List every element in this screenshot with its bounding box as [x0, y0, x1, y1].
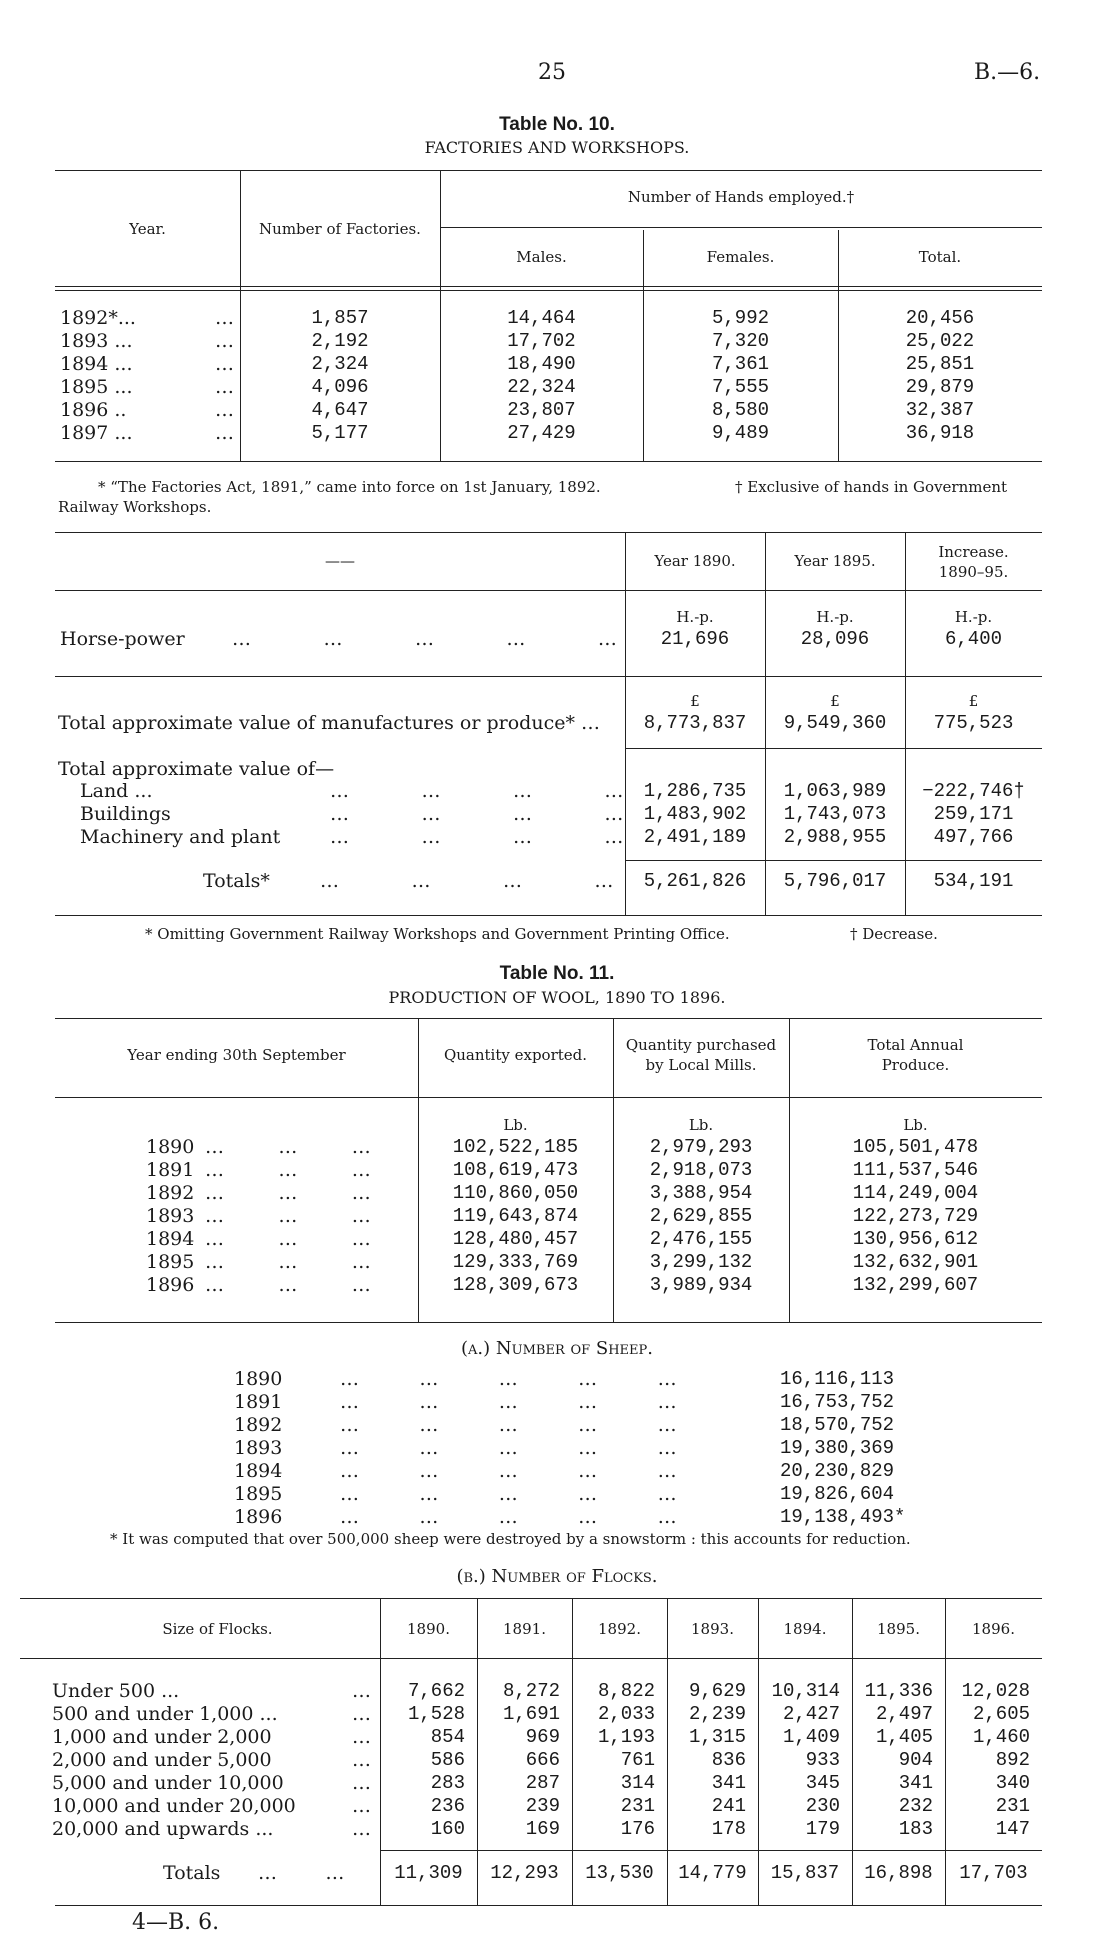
flocks-value: 2,497 — [875, 1703, 933, 1725]
table10-header-factories: Number of Factories. — [259, 220, 421, 238]
wool-purchased: 2,979,293 — [649, 1136, 753, 1158]
flocks-leader: … — [352, 1749, 371, 1771]
table10-males: 17,702 — [507, 330, 576, 352]
table10-year: 1892*... — [60, 307, 136, 329]
wool-year: 1892 — [146, 1182, 195, 1204]
flocks-header-year: 1896. — [972, 1620, 1015, 1638]
wool-total: 114,249,004 — [852, 1182, 979, 1204]
table10-leader: … — [215, 330, 234, 352]
wool-total: 132,299,607 — [852, 1274, 979, 1296]
manufactures-1890: 8,773,837 — [643, 712, 747, 734]
flocks-value: 8,822 — [597, 1680, 655, 1702]
flocks-totals-label: Totals — [163, 1862, 221, 1884]
flocks-value: 236 — [430, 1795, 465, 1817]
table11-unit-purchased: Lb. — [688, 1116, 714, 1134]
wool-year: 1894 — [146, 1228, 195, 1250]
flocks-value: 176 — [620, 1818, 655, 1840]
flocks-size-label: 500 and under 1,000 ... — [52, 1703, 278, 1725]
flocks-value: 231 — [620, 1795, 655, 1817]
sheep-footnote: * It was computed that over 500,000 sheep were destroyed by a snowstorm : this accounts for reduction. — [110, 1530, 911, 1548]
flocks-value: 239 — [525, 1795, 560, 1817]
flocks-header-year: 1891. — [503, 1620, 546, 1638]
table11-header-exported: Quantity exported. — [443, 1046, 588, 1064]
table11-title: Table No. 11. — [499, 963, 615, 984]
sheep-value: 18,570,752 — [780, 1414, 895, 1436]
table10-total: 25,851 — [905, 353, 975, 375]
flocks-value: 1,409 — [782, 1726, 840, 1748]
totals-1890: 5,261,826 — [643, 870, 747, 892]
wool-leader: … … … — [205, 1274, 371, 1296]
horsepower-unit-1895: H.-p. — [816, 608, 854, 626]
table10-males: 23,807 — [507, 399, 576, 421]
table10-factories: 4,647 — [311, 399, 369, 421]
table10-header-total: Total. — [918, 248, 962, 266]
sheep-year: 1893 — [234, 1437, 283, 1459]
table10b-footnote2: † Decrease. — [850, 925, 938, 943]
totals-label: Totals* — [203, 870, 270, 892]
table10-title: Table No. 10. — [499, 114, 615, 135]
wool-year: 1893 — [146, 1205, 195, 1227]
wool-purchased: 3,989,934 — [649, 1274, 753, 1296]
table11-header-year: Year ending 30th September — [127, 1046, 346, 1064]
flocks-value: 761 — [620, 1749, 655, 1771]
table10-males: 27,429 — [507, 422, 576, 444]
sheep-value: 16,116,113 — [780, 1368, 895, 1390]
flocks-size-label: 5,000 and under 10,000 — [52, 1772, 284, 1794]
table11-subtitle: PRODUCTION OF WOOL, 1890 TO 1896. — [388, 988, 726, 1007]
flocks-value: 2,427 — [782, 1703, 840, 1725]
flocks-total: 17,703 — [959, 1862, 1028, 1884]
flocks-value: 1,405 — [875, 1726, 933, 1748]
wool-exported: 102,522,185 — [452, 1136, 579, 1158]
table11-header-purchased1: Quantity purchased — [625, 1036, 777, 1054]
value-item-1895: 1,063,989 — [783, 780, 887, 802]
wool-exported: 110,860,050 — [452, 1182, 579, 1204]
flocks-value: 1,528 — [407, 1703, 465, 1725]
value-item-1890: 2,491,189 — [643, 826, 747, 848]
table10-year: 1895 ... — [60, 376, 133, 398]
table10-factories: 2,192 — [311, 330, 369, 352]
table10-males: 14,464 — [507, 307, 576, 329]
manufactures-unit-1895: £ — [830, 692, 840, 710]
flocks-leader: … — [352, 1703, 371, 1725]
flocks-value: 11,336 — [864, 1680, 933, 1702]
table10-subtitle: FACTORIES AND WORKSHOPS. — [424, 138, 690, 157]
table11-unit-exported: Lb. — [503, 1116, 528, 1134]
table10-females: 7,361 — [711, 353, 769, 375]
table11-unit-total: Lb. — [903, 1116, 928, 1134]
horsepower-1890: 21,696 — [660, 628, 730, 650]
table10-header-females: Females. — [706, 248, 775, 266]
flocks-value: 232 — [898, 1795, 933, 1817]
flocks-value: 1,460 — [972, 1726, 1030, 1748]
flocks-leader: … — [352, 1795, 371, 1817]
table10b-footnote1: * Omitting Government Railway Workshops and Government Printing Office. — [145, 925, 730, 943]
wool-total: 132,632,901 — [852, 1251, 979, 1273]
table10-leader: … — [215, 399, 234, 421]
manufactures-1895: 9,549,360 — [783, 712, 887, 734]
horsepower-unit-1890: H.-p. — [676, 608, 714, 626]
flocks-header-year: 1895. — [877, 1620, 920, 1638]
table10-year: 1893 ... — [60, 330, 133, 352]
wool-purchased: 2,629,855 — [649, 1205, 753, 1227]
flocks-value: 147 — [995, 1818, 1030, 1840]
horsepower-label: Horse-power — [60, 628, 185, 650]
wool-purchased: 3,299,132 — [649, 1251, 753, 1273]
table10-leader: … — [215, 307, 234, 329]
flocks-leader: … — [352, 1726, 371, 1748]
flocks-value: 9,629 — [688, 1680, 746, 1702]
page-footer: 4—B. 6. — [132, 1910, 220, 1935]
table10-footnote3: Railway Workshops. — [58, 498, 212, 516]
flocks-total: 16,898 — [864, 1862, 933, 1884]
value-item-1895: 2,988,955 — [783, 826, 887, 848]
flocks-value: 969 — [525, 1726, 560, 1748]
sheep-value: 19,826,604 — [780, 1483, 895, 1505]
sheep-leader: … … … … … — [340, 1391, 677, 1413]
flocks-header-year: 1892. — [598, 1620, 641, 1638]
sheep-leader: … … … … … — [340, 1483, 677, 1505]
wool-leader: … … … — [205, 1251, 371, 1273]
flocks-value: 169 — [525, 1818, 560, 1840]
flocks-value: 340 — [995, 1772, 1030, 1794]
flocks-value: 283 — [430, 1772, 465, 1794]
value-item-leader: … … … … — [330, 803, 624, 825]
page-ref: B.—6. — [974, 60, 1041, 85]
horsepower-leader: … … … … … — [232, 628, 617, 650]
manufactures-label-text: Total approximate value of manufactures or produce* — [58, 712, 575, 734]
table10b-header-blank: —— — [325, 552, 355, 570]
table10-year: 1897 ... — [60, 422, 133, 444]
table10-females: 7,555 — [711, 376, 769, 398]
flocks-size-label: 2,000 and under 5,000 — [52, 1749, 272, 1771]
flocks-value: 183 — [898, 1818, 933, 1840]
flocks-value: 12,028 — [961, 1680, 1030, 1702]
flocks-value: 1,691 — [502, 1703, 560, 1725]
table10-females: 9,489 — [711, 422, 769, 444]
sheep-value: 19,380,369 — [780, 1437, 895, 1459]
flocks-size-label: 20,000 and upwards ... — [52, 1818, 274, 1840]
manufactures-label: Total approximate value of manufactures or produce* … — [58, 712, 600, 734]
totals-increase: 534,191 — [933, 870, 1014, 892]
flocks-header-year: 1893. — [691, 1620, 734, 1638]
table10-factories: 1,857 — [311, 307, 369, 329]
flocks-value: 10,314 — [771, 1680, 840, 1702]
value-item-label: Land ... — [80, 780, 153, 802]
wool-purchased: 3,388,954 — [649, 1182, 753, 1204]
flocks-leader: … — [352, 1680, 371, 1702]
wool-total: 111,537,546 — [852, 1159, 979, 1181]
table11-header-total1: Total Annual — [867, 1036, 964, 1054]
table11-header-purchased2: by Local Mills. — [645, 1056, 757, 1074]
flocks-value: 287 — [525, 1772, 560, 1794]
table10-year: 1896 .. — [60, 399, 127, 421]
wool-year: 1895 — [146, 1251, 195, 1273]
flocks-value: 586 — [430, 1749, 465, 1771]
value-item-label: Machinery and plant — [80, 826, 281, 848]
flocks-value: 341 — [711, 1772, 746, 1794]
sheep-leader: … … … … … — [340, 1414, 677, 1436]
flocks-value: 892 — [995, 1749, 1030, 1771]
flocks-header-year: 1894. — [783, 1620, 827, 1638]
table10-females: 7,320 — [711, 330, 769, 352]
table10-footnote1: * “The Factories Act, 1891,” came into force on 1st January, 1892. — [98, 478, 601, 496]
value-item-leader: … … … … — [330, 780, 624, 802]
table10-factories: 4,096 — [311, 376, 369, 398]
wool-purchased: 2,476,155 — [649, 1228, 753, 1250]
sheep-value: 19,138,493* — [780, 1506, 906, 1528]
wool-leader: … … … — [205, 1182, 371, 1204]
table10-header-hands: Number of Hands employed.† — [627, 188, 855, 206]
flocks-value: 933 — [805, 1749, 840, 1771]
table10-year: 1894 ... — [60, 353, 133, 375]
flocks-value: 2,239 — [688, 1703, 746, 1725]
wool-exported: 108,619,473 — [452, 1159, 579, 1181]
table10-footnote2: † Exclusive of hands in Government — [735, 478, 1008, 496]
flocks-total: 12,293 — [490, 1862, 559, 1884]
flocks-value: 854 — [430, 1726, 465, 1748]
wool-leader: … … … — [205, 1136, 371, 1158]
flocks-value: 230 — [805, 1795, 840, 1817]
value-of-label: Total approximate value of— — [58, 758, 335, 780]
flocks-header-size: Size of Flocks. — [162, 1620, 273, 1638]
sheep-leader: … … … … … — [340, 1437, 677, 1459]
wool-exported: 128,480,457 — [452, 1228, 579, 1250]
flocks-value: 241 — [711, 1795, 746, 1817]
sheep-year: 1895 — [234, 1483, 283, 1505]
table10-header-year: Year. — [129, 220, 166, 238]
flocks-value: 179 — [805, 1818, 840, 1840]
table10-factories: 5,177 — [311, 422, 369, 444]
sheep-value: 20,230,829 — [780, 1460, 895, 1482]
flocks-value: 1,193 — [597, 1726, 655, 1748]
page-number: 25 — [538, 60, 566, 85]
table10b-header-1895: Year 1895. — [794, 552, 876, 570]
table10-leader: … — [215, 353, 234, 375]
flocks-value: 341 — [898, 1772, 933, 1794]
table10-leader: … — [215, 422, 234, 444]
flocks-size-label: 1,000 and under 2,000 — [52, 1726, 272, 1748]
totals-1895: 5,796,017 — [783, 870, 887, 892]
wool-total: 105,501,478 — [852, 1136, 979, 1158]
wool-exported: 129,333,769 — [452, 1251, 579, 1273]
table10-males: 18,490 — [507, 353, 576, 375]
flocks-leader: … — [352, 1772, 371, 1794]
wool-year: 1890 — [146, 1136, 195, 1158]
wool-exported: 119,643,874 — [452, 1205, 579, 1227]
table10-total: 32,387 — [905, 399, 975, 421]
horsepower-1895: 28,096 — [800, 628, 870, 650]
flocks-total: 14,779 — [678, 1862, 747, 1884]
flocks-header-year: 1890. — [407, 1620, 450, 1638]
table10-females: 8,580 — [711, 399, 769, 421]
totals-leader: … … … … — [320, 870, 614, 892]
wool-leader: … … … — [205, 1159, 371, 1181]
table10-factories: 2,324 — [311, 353, 369, 375]
flocks-size-label: 10,000 and under 20,000 — [52, 1795, 296, 1817]
value-item-1890: 1,286,735 — [643, 780, 747, 802]
table10-header-males: Males. — [516, 248, 567, 266]
wool-leader: … … … — [205, 1228, 371, 1250]
wool-exported: 128,309,673 — [452, 1274, 579, 1296]
value-item-increase: 497,766 — [933, 826, 1014, 848]
sheep-year: 1890 — [234, 1368, 283, 1390]
sheep-title: (a.) Number of Sheep. — [461, 1338, 653, 1359]
flocks-leader: … — [352, 1818, 371, 1840]
value-item-label: Buildings — [80, 803, 171, 825]
manufactures-unit-1890: £ — [690, 692, 700, 710]
table11-header-total2: Produce. — [881, 1056, 950, 1074]
flocks-value: 2,605 — [972, 1703, 1030, 1725]
wool-leader: … … … — [205, 1205, 371, 1227]
table10b-header-1890: Year 1890. — [654, 552, 736, 570]
flocks-value: 836 — [711, 1749, 746, 1771]
table10-leader: … — [215, 376, 234, 398]
flocks-size-label: Under 500 ... — [52, 1680, 180, 1702]
flocks-value: 231 — [995, 1795, 1030, 1817]
flocks-value: 314 — [620, 1772, 655, 1794]
flocks-value: 904 — [898, 1749, 933, 1771]
table10-males: 22,324 — [507, 376, 576, 398]
flocks-value: 2,033 — [597, 1703, 655, 1725]
table10b-header-increase: Increase. — [938, 543, 1009, 561]
flocks-value: 666 — [525, 1749, 560, 1771]
wool-total: 122,273,729 — [852, 1205, 979, 1227]
flocks-value: 8,272 — [502, 1680, 560, 1702]
sheep-leader: … … … … … — [340, 1506, 677, 1528]
manufactures-unit-increase: £ — [968, 692, 979, 710]
wool-total: 130,956,612 — [852, 1228, 979, 1250]
table10b-header-increase-range: 1890–95. — [938, 563, 1009, 581]
flocks-value: 160 — [430, 1818, 465, 1840]
sheep-year: 1892 — [234, 1414, 283, 1436]
value-item-increase: 259,171 — [933, 803, 1014, 825]
flocks-totals-leader: … … — [258, 1862, 345, 1884]
horsepower-unit-increase: H.-p. — [954, 608, 993, 626]
sheep-year: 1891 — [234, 1391, 283, 1413]
flocks-value: 7,662 — [407, 1680, 465, 1702]
wool-year: 1896 — [146, 1274, 195, 1296]
flocks-value: 345 — [805, 1772, 840, 1794]
value-item-1895: 1,743,073 — [783, 803, 887, 825]
flocks-value: 1,315 — [688, 1726, 746, 1748]
manufactures-increase: 775,523 — [933, 712, 1014, 734]
sheep-leader: … … … … … — [340, 1460, 677, 1482]
flocks-total: 11,309 — [394, 1862, 463, 1884]
table10-total: 29,879 — [905, 376, 975, 398]
sheep-leader: … … … … … — [340, 1368, 677, 1390]
flocks-total: 15,837 — [770, 1862, 840, 1884]
horsepower-increase: 6,400 — [944, 628, 1002, 650]
sheep-year: 1894 — [234, 1460, 283, 1482]
wool-year: 1891 — [146, 1159, 195, 1181]
table10-total: 25,022 — [905, 330, 975, 352]
table10-total: 36,918 — [905, 422, 975, 444]
flocks-title: (b.) Number of Flocks. — [456, 1566, 658, 1587]
flocks-total: 13,530 — [585, 1862, 654, 1884]
table10-total: 20,456 — [905, 307, 975, 329]
sheep-value: 16,753,752 — [780, 1391, 895, 1413]
wool-purchased: 2,918,073 — [649, 1159, 753, 1181]
value-item-1890: 1,483,902 — [643, 803, 747, 825]
table10-females: 5,992 — [711, 307, 769, 329]
flocks-value: 178 — [711, 1818, 746, 1840]
sheep-year: 1896 — [234, 1506, 283, 1528]
value-item-leader: … … … … — [330, 826, 624, 848]
value-item-increase: −222,746† — [922, 780, 1025, 802]
